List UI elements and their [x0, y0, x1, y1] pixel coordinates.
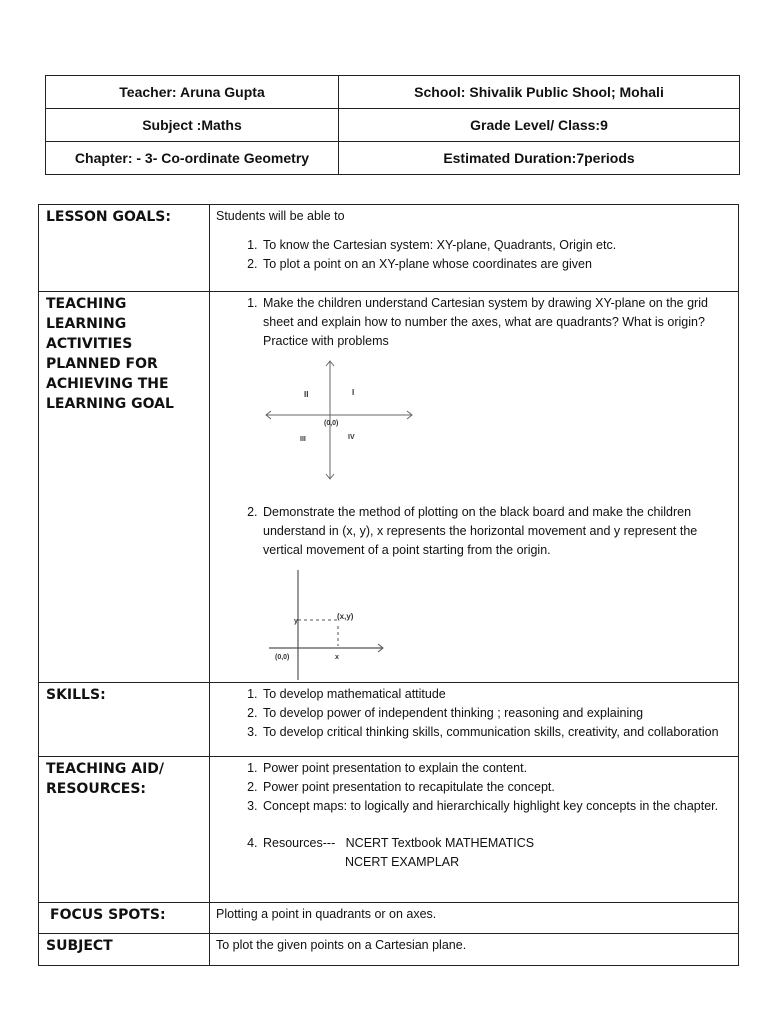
chapter-cell: Chapter: - 3- Co-ordinate Geometry: [46, 142, 339, 175]
duration-cell: Estimated Duration:7periods: [339, 142, 740, 175]
quadrant-2-label: II: [304, 390, 309, 399]
subject-row-text: To plot the given points on a Cartesian plane.: [210, 934, 739, 966]
quadrant-1-label: I: [352, 388, 355, 397]
list-item: 2. Demonstrate the method of plotting on the black board and make the children understand in (x, y), x represents the horizontal movement and y represent the vertical movement of a point starting from the origin.: [261, 503, 732, 560]
list-item: 1. Power point presentation to explain the content.: [261, 759, 732, 778]
resources-line-2: NCERT EXAMPLAR: [345, 855, 460, 869]
skills-row: [39, 683, 739, 757]
aids-row: [39, 757, 739, 903]
list-item: 2. To plot a point on an XY-plane whose coordinates are given: [261, 255, 732, 274]
subject-row-label: SUBJECT: [39, 934, 210, 966]
plotting-diagram: [266, 568, 386, 682]
aids-content: [210, 757, 739, 903]
list-item: 3. To develop critical thinking skills, communication skills, creativity, and collaboration: [261, 723, 732, 742]
list-item: 1. Make the children understand Cartesian system by drawing XY-plane on the grid sheet and explain how to number the axes, what are quadrants? What is origin? Practice with problems: [261, 294, 732, 351]
skills-label: SKILLS:: [39, 683, 210, 757]
point-label: (x,y): [337, 612, 354, 621]
quadrant-4-label: IV: [348, 434, 355, 441]
lesson-header-table: [45, 75, 740, 175]
lesson-plan-table: [38, 204, 739, 966]
resources-line-1: Resources--- NCERT Textbook MATHEMATICS: [263, 836, 535, 850]
lesson-goals-row: [39, 205, 739, 292]
list-item: 3. Concept maps: to logically and hierarchically highlight key concepts in the chapter.: [261, 797, 732, 816]
activities-label: TEACHING LEARNING ACTIVITIES PLANNED FOR ACHIEVING THE LEARNING GOAL: [39, 292, 210, 683]
list-item: 1. To develop mathematical attitude: [261, 685, 732, 704]
quadrants-diagram: [264, 359, 414, 487]
focus-text: Plotting a point in quadrants or on axes.: [210, 903, 739, 934]
activities-row: [39, 292, 739, 683]
list-item: [261, 834, 732, 872]
skills-list: [216, 685, 732, 742]
activities-list-1: [216, 294, 732, 351]
aids-list: [216, 759, 732, 816]
focus-label: FOCUS SPOTS:: [39, 903, 210, 934]
subject-row: [39, 934, 739, 966]
teacher-cell: Teacher: Aruna Gupta: [46, 76, 339, 109]
origin-label: (0,0): [275, 654, 290, 661]
subject-cell: Subject :Maths: [46, 109, 339, 142]
quadrant-3-label: III: [300, 436, 306, 443]
skills-content: [210, 683, 739, 757]
school-cell: School: Shivalik Public Shool; Mohali: [339, 76, 740, 109]
lesson-goals-intro: Students will be able to: [216, 209, 345, 223]
list-item: 1. To know the Cartesian system: XY-plane, Quadrants, Origin etc.: [261, 236, 732, 255]
x-label: x: [335, 654, 339, 661]
list-item: 2. Power point presentation to recapitulate the concept.: [261, 778, 732, 797]
lesson-goals-list: [216, 236, 732, 274]
resources-list: [216, 834, 732, 872]
aids-label: TEACHING AID/ RESOURCES:: [39, 757, 210, 903]
grade-cell: Grade Level/ Class:9: [339, 109, 740, 142]
activities-list-2: [216, 503, 732, 560]
y-label: y: [294, 618, 298, 625]
origin-label: (0,0): [324, 420, 339, 427]
list-item: 2. To develop power of independent thinking ; reasoning and explaining: [261, 704, 732, 723]
lesson-goals-label: LESSON GOALS:: [39, 205, 210, 292]
lesson-goals-content: [210, 205, 739, 292]
activities-content: [210, 292, 739, 683]
focus-row: [39, 903, 739, 934]
